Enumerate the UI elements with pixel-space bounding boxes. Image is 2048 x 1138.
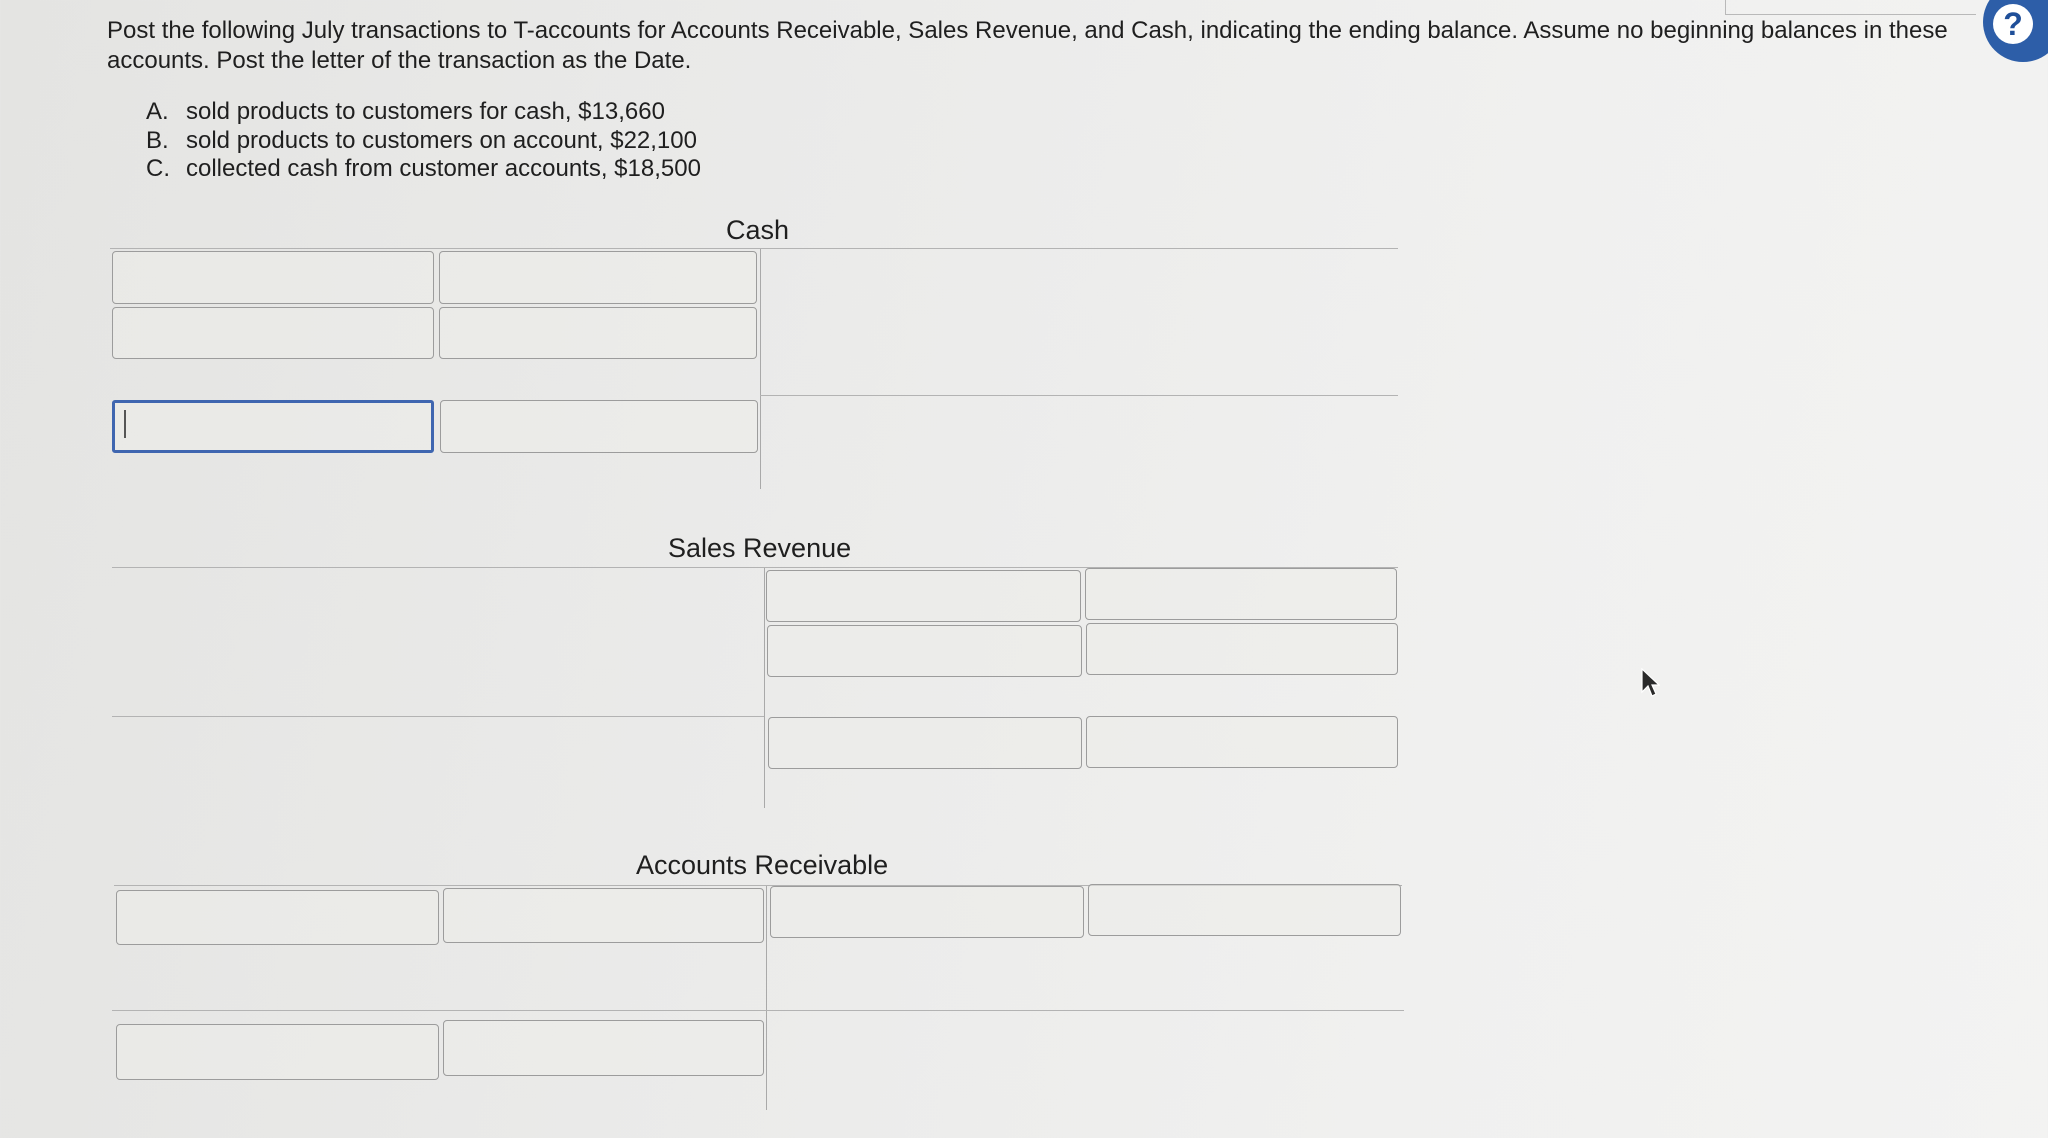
sales-revenue-center-rule — [764, 568, 765, 808]
transaction-text: collected cash from customer accounts, $18,500 — [186, 155, 701, 182]
cash-debit-amount-input-1[interactable] — [439, 251, 757, 304]
transaction-letter: A. — [146, 98, 169, 125]
sales-revenue-credit-date-input-2[interactable] — [767, 625, 1082, 677]
top-toolbar-edge — [1725, 0, 1976, 15]
help-icon: ? — [1993, 4, 2033, 44]
sales-revenue-account-title: Sales Revenue — [668, 533, 852, 563]
cash-header-rule — [110, 248, 1398, 249]
accounts-receivable-balance-amount-input[interactable] — [443, 1020, 764, 1076]
cash-balance-date-input[interactable] — [112, 400, 434, 453]
cash-total-rule — [760, 395, 1398, 396]
accounts-receivable-debit-amount-input[interactable] — [443, 888, 764, 943]
list-item — [146, 127, 701, 156]
transaction-list — [146, 98, 701, 184]
accounts-receivable-credit-amount-input[interactable] — [1088, 884, 1401, 936]
instructions-text: Post the following July transactions to T-accounts for Accounts Receivable, Sales Revenue, and Cash, indicating the ending balance. Assume no beginning balances in these accounts. Post the letter of the transaction as the Date. — [107, 17, 1948, 74]
transaction-letter: C. — [146, 155, 170, 182]
sales-revenue-balance-date-input[interactable] — [768, 717, 1082, 769]
list-item — [146, 155, 701, 184]
sales-revenue-credit-amount-input-2[interactable] — [1086, 623, 1398, 675]
accounts-receivable-center-rule — [766, 886, 767, 1110]
mouse-pointer-icon — [1640, 668, 1660, 698]
transaction-letter: B. — [146, 126, 169, 154]
cash-debit-date-input-2[interactable] — [112, 307, 434, 359]
accounts-receivable-total-rule — [112, 1010, 1404, 1011]
sales-revenue-credit-amount-input-1[interactable] — [1085, 568, 1397, 620]
text-caret — [124, 410, 126, 438]
cash-account-title: Cash — [726, 215, 790, 245]
list-item — [146, 98, 701, 127]
accounts-receivable-debit-date-input[interactable] — [116, 890, 439, 945]
accounts-receivable-account-title: Accounts Receivable — [636, 850, 889, 880]
sales-revenue-total-rule — [112, 716, 764, 717]
accounts-receivable-credit-date-input[interactable] — [770, 886, 1084, 938]
cash-debit-date-input-1[interactable] — [112, 251, 434, 304]
help-button[interactable] — [1983, 0, 2048, 62]
transaction-text: sold products to customers for cash, $13,660 — [186, 98, 665, 125]
cash-center-rule — [760, 249, 761, 489]
cash-debit-amount-input-2[interactable] — [439, 307, 757, 359]
cash-balance-amount-input[interactable] — [440, 400, 758, 453]
sales-revenue-credit-date-input-1[interactable] — [766, 570, 1081, 622]
sales-revenue-balance-amount-input[interactable] — [1086, 716, 1398, 768]
accounts-receivable-balance-date-input[interactable] — [116, 1024, 439, 1080]
transaction-text: sold products to customers on account, $22,100 — [186, 126, 697, 154]
